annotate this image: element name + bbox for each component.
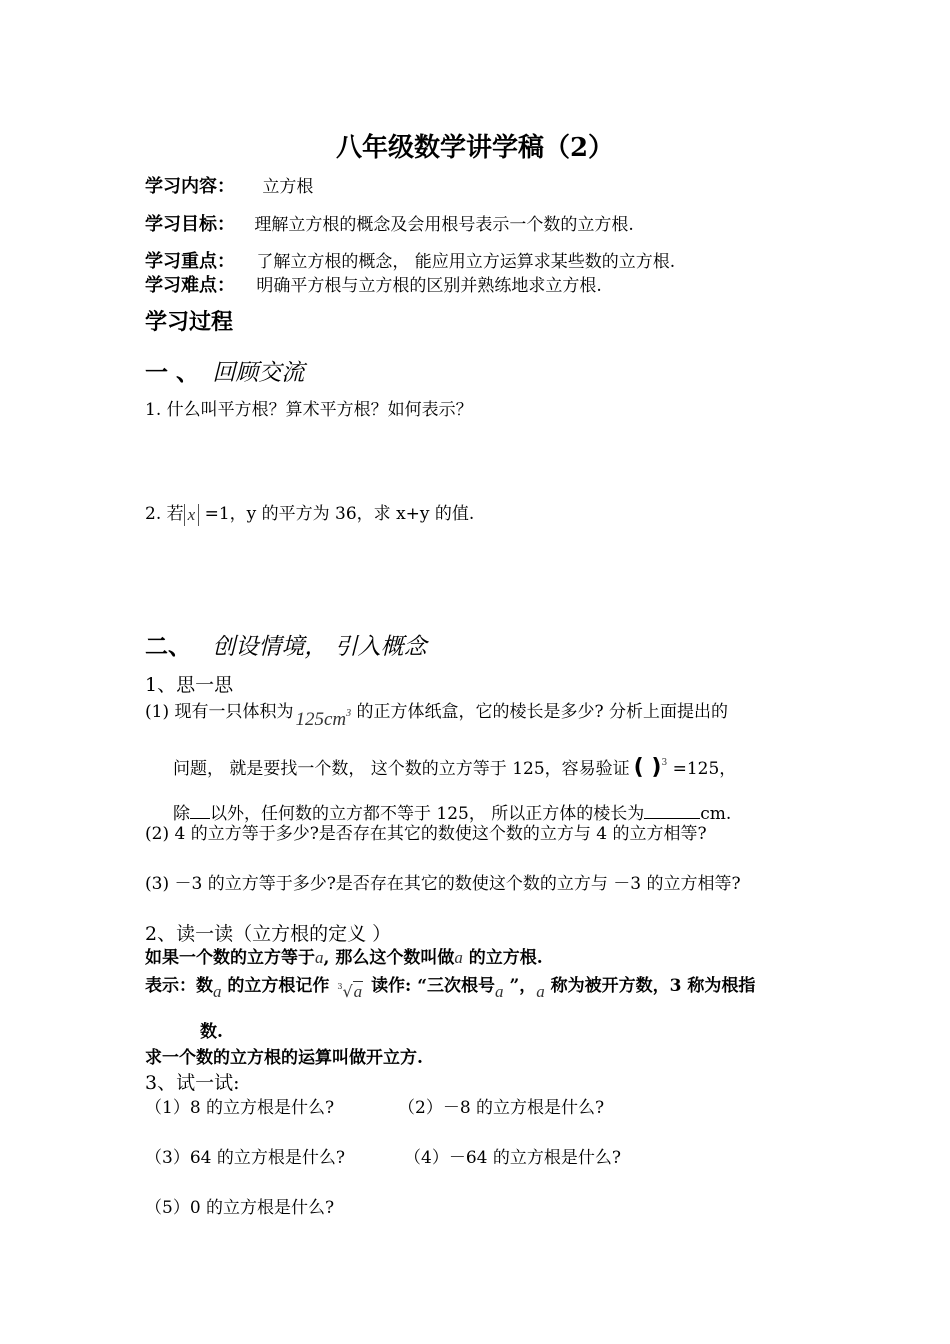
section1-title: 回顾交流 <box>212 360 305 386</box>
fill-blank-2[interactable] <box>644 800 700 819</box>
p1-part-f: 以外，任何数的立方都不等于 125， 所以正方体的棱长为 <box>210 804 645 824</box>
p1-part-d: =125， <box>667 759 737 779</box>
document-title: 八年级数学讲学稿（2） <box>335 133 615 163</box>
goal-value: 理解立方根的概念及会用根号表示一个数的立方根. <box>254 215 634 235</box>
try-question-1: （1）8 的立方根是什么? <box>145 1098 335 1118</box>
def-variable-a: a <box>315 948 324 967</box>
section2-number: 二、 <box>145 634 191 660</box>
problem-3: (3) －3 的立方等于多少?是否存在其它的数使这个数的立方与 －3 的立方相等? <box>145 874 741 894</box>
try-question-4: （4）－64 的立方根是什么? <box>404 1148 621 1168</box>
goal-label: 学习目标： <box>145 214 235 235</box>
fill-blank-1[interactable] <box>190 800 210 819</box>
problem-1-line-2 <box>173 757 736 783</box>
notation-variable-a: a <box>213 982 222 1001</box>
cube-root-expression <box>337 981 363 1006</box>
read-heading: 2、读一读（立方根的定义 ） <box>145 923 392 945</box>
process-heading: 学习过程 <box>145 310 234 335</box>
think-heading: 1、思一思 <box>145 674 234 696</box>
section1-number: 一 、 <box>145 360 200 386</box>
p1-part-g: cm. <box>700 804 732 824</box>
section1-heading <box>145 359 304 387</box>
q2-suffix: =1，y 的平方为 36，求 x+y 的值. <box>199 504 475 524</box>
review-question-2 <box>145 503 474 526</box>
problem-1-line-3 <box>173 800 731 825</box>
section2-title: 创设情境， 引入概念 <box>212 634 427 660</box>
problem-1-line-1 <box>145 701 729 730</box>
key-label: 学习重点： <box>145 251 235 272</box>
blank-parentheses: ( ) <box>633 755 662 780</box>
notation-part-e: 称为被开方数，3 称为根指 <box>544 976 756 996</box>
notation-part-c: 读作: “三次根号 <box>371 976 496 996</box>
def-part-c: 的立方根. <box>462 948 543 968</box>
key-value: 了解立方根的概念， 能应用立方运算求某些数的立方根. <box>256 252 676 272</box>
def-part-a: 如果一个数的立方等于 <box>145 948 315 968</box>
content-value: 立方根 <box>262 177 314 197</box>
volume-exponent: 3 <box>346 708 352 719</box>
root-radicand: a <box>353 982 363 1001</box>
p1-part-b: 的正方体纸盒，它的棱长是多少? 分析上面提出的 <box>351 702 729 722</box>
difficulty-label: 学习难点： <box>145 275 235 296</box>
def-variable-a-2: a <box>454 948 463 967</box>
p1-part-c: 问题， 就是要找一个数， 这个数的立方等于 125，容易验证 <box>173 759 630 779</box>
notation-part-a: 表示：数 <box>145 976 213 996</box>
volume-expression <box>295 709 351 734</box>
try-question-3: （3）64 的立方根是什么? <box>145 1148 345 1168</box>
notation-part-b: 的立方根记作 <box>221 976 330 996</box>
q2-prefix: 2. 若 <box>145 504 184 524</box>
notation-variable-a-4: a <box>536 982 545 1001</box>
try-question-2: （2）－8 的立方根是什么? <box>398 1098 605 1118</box>
problem-2: (2) 4 的立方等于多少?是否存在其它的数使这个数的立方与 4 的立方相等? <box>145 824 707 844</box>
notation-part-d: ”， <box>503 976 537 996</box>
difficulty-value: 明确平方根与立方根的区别并熟练地求立方根. <box>256 276 602 296</box>
notation-variable-a-3: a <box>495 982 504 1001</box>
difficulty-row <box>145 275 602 297</box>
p1-part-e: 除 <box>173 804 190 824</box>
goal-row <box>145 214 634 236</box>
section2-heading <box>145 633 427 661</box>
try-question-5: （5）0 的立方根是什么? <box>145 1198 335 1218</box>
content-row <box>145 176 313 198</box>
def-part-b: , 那么这个数叫做 <box>323 948 455 968</box>
notation-line-cont: 数. <box>200 1022 223 1042</box>
try-heading: 3、试一试: <box>145 1072 240 1094</box>
parentheses-exponent: 3 <box>661 758 668 768</box>
volume-value: 125cm <box>295 709 347 730</box>
operation-definition: 求一个数的立方根的运算叫做开立方. <box>145 1048 423 1068</box>
definition-line <box>145 947 543 969</box>
radical-sign-icon: √ <box>342 982 353 1001</box>
review-question-1: 1. 什么叫平方根？算术平方根？如何表示？ <box>145 400 473 420</box>
content-label: 学习内容： <box>145 176 235 197</box>
notation-line <box>145 975 755 1000</box>
root-index: 3 <box>337 982 343 991</box>
p1-part-a: (1) 现有一只体积为 <box>145 702 294 722</box>
key-row <box>145 251 675 273</box>
abs-x-expression: x <box>184 504 200 526</box>
